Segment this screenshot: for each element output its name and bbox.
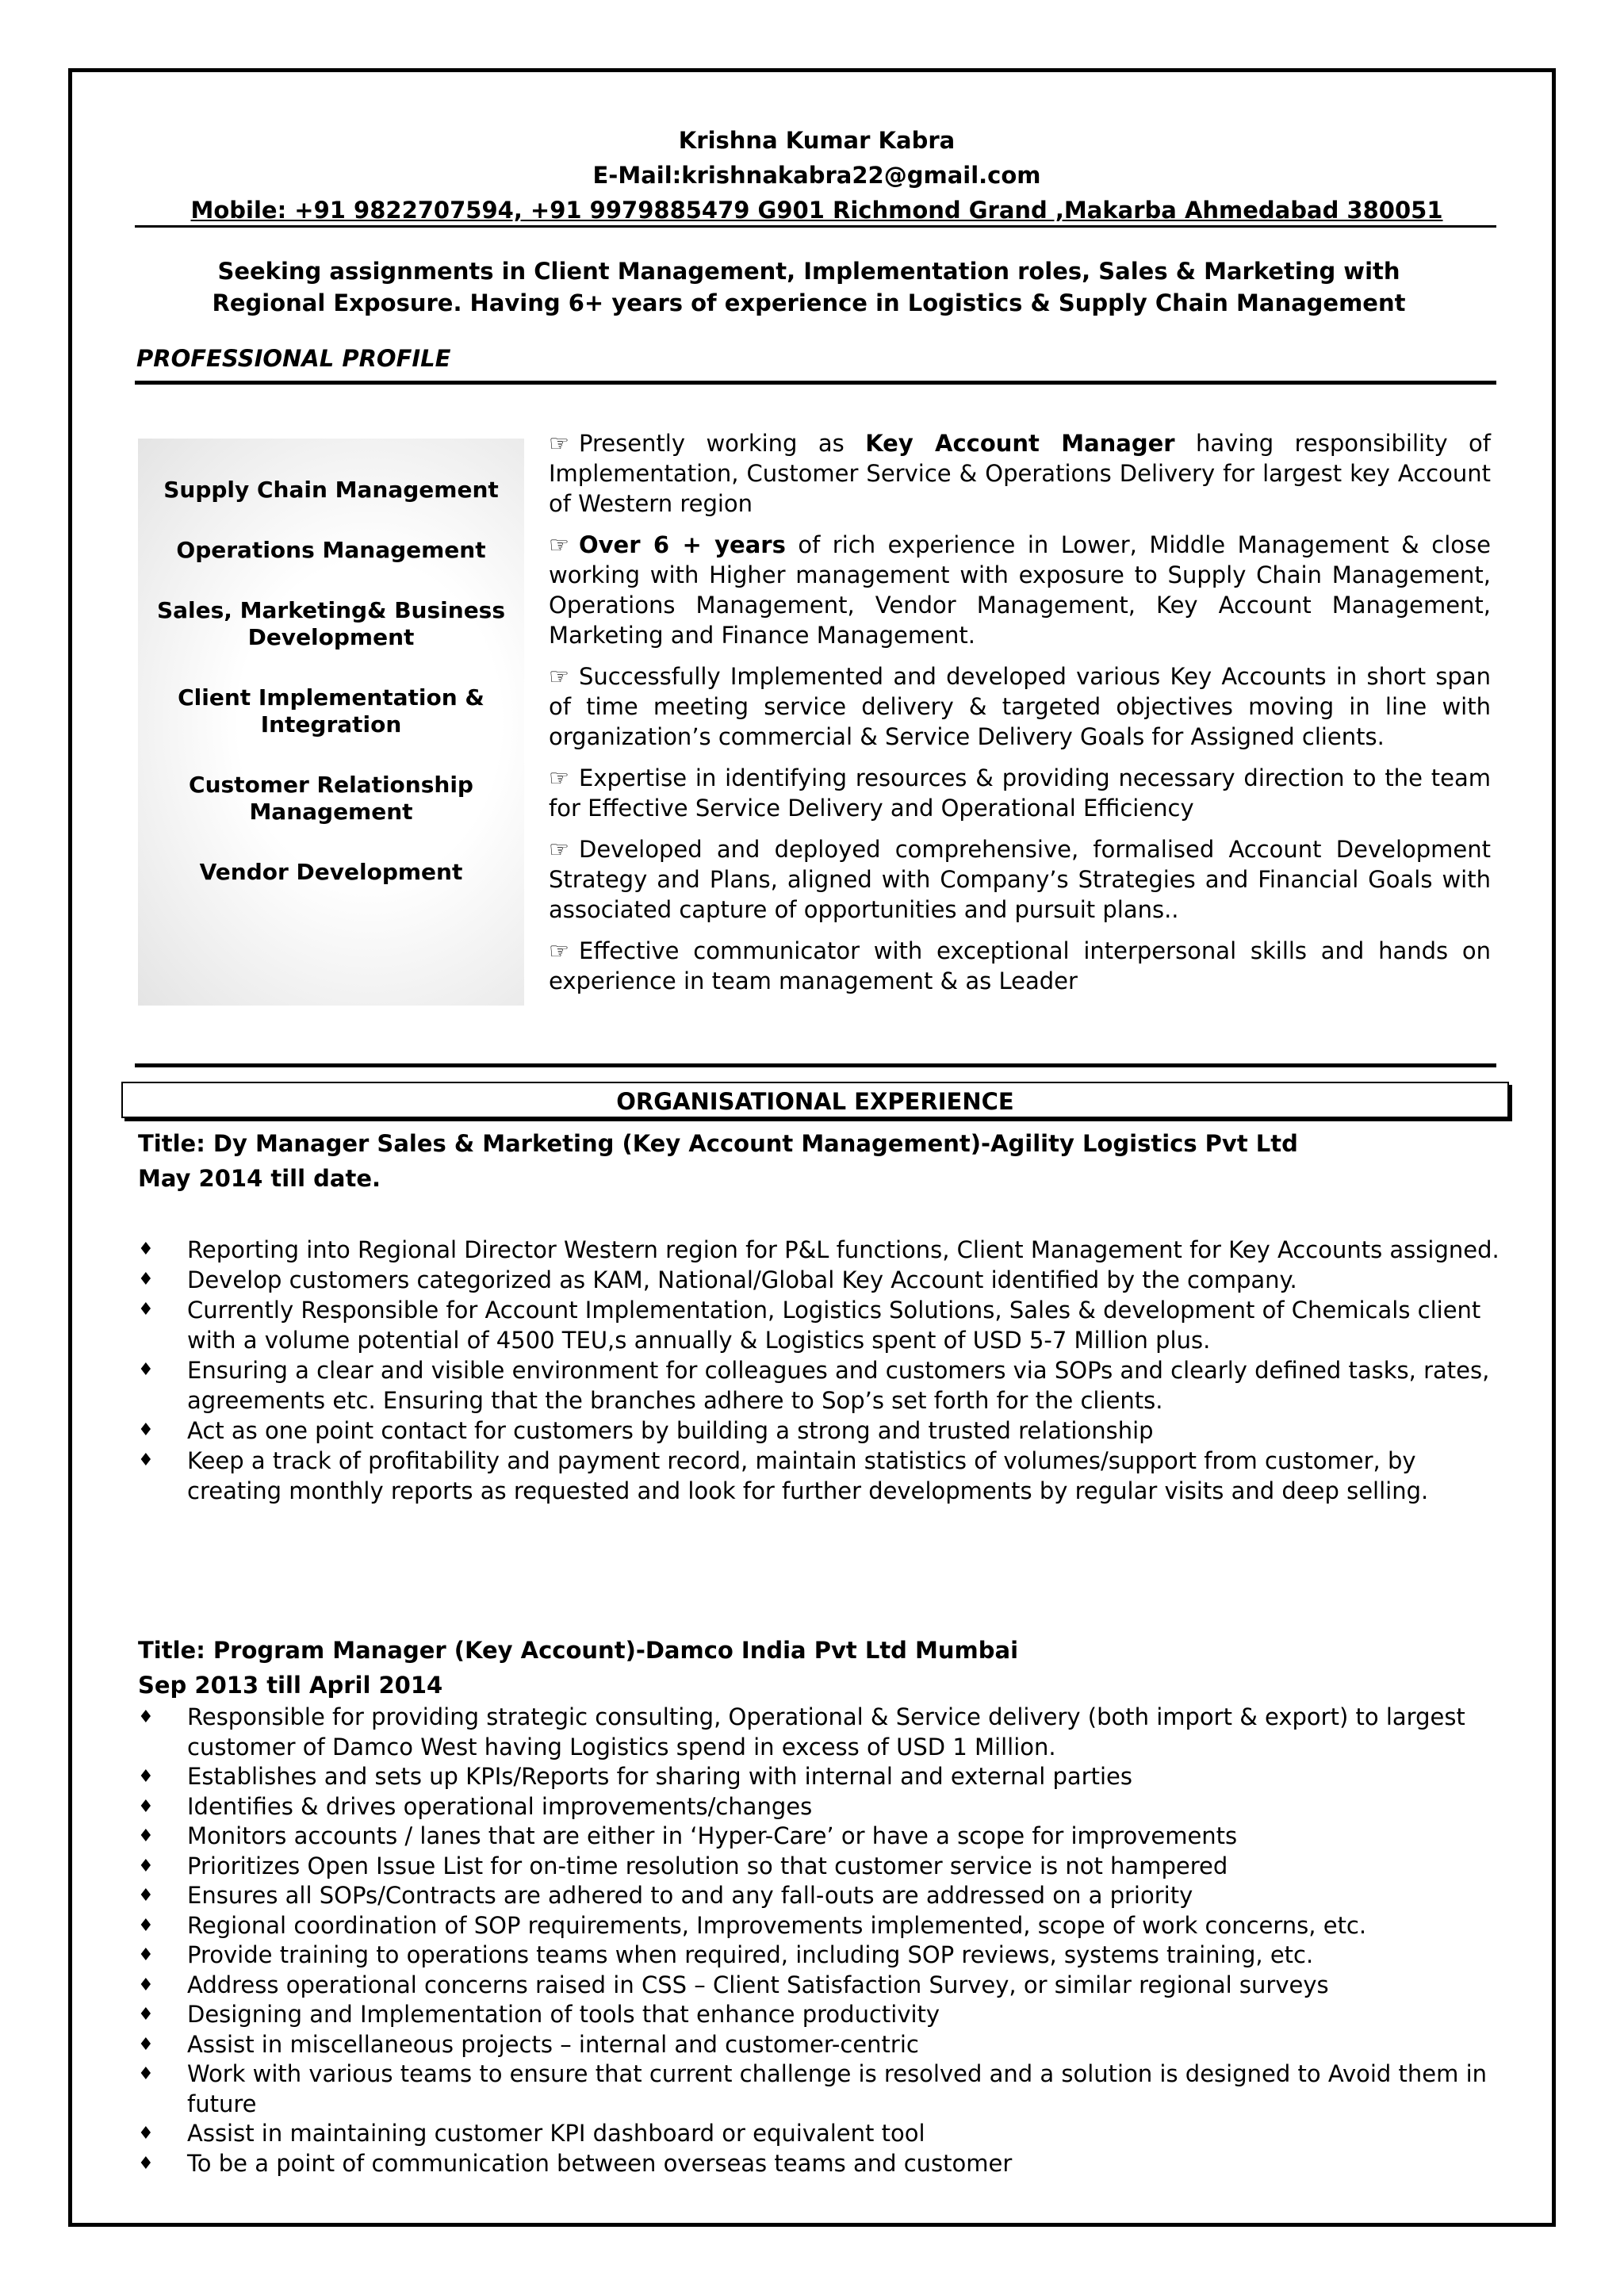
profile-bullet-item [549, 834, 1491, 925]
job-2-responsibilities [138, 1703, 1502, 2178]
job-2-title: Title: Program Manager (Key Account)-Damco India Pvt Ltd Mumbai [138, 1637, 1019, 1664]
job-1-period: May 2014 till date. [138, 1165, 381, 1192]
skill-item: Supply Chain Management [163, 477, 499, 503]
diamond-bullet-icon: ♦ [138, 2034, 154, 2055]
profile-text: Presently working as [579, 430, 866, 457]
list-item [138, 2119, 1502, 2149]
diamond-bullet-icon: ♦ [138, 1239, 154, 1259]
diamond-bullet-icon: ♦ [138, 1270, 154, 1289]
responsibility-text: Develop customers categorized as KAM, National/Global Key Account identified by the company. [187, 1266, 1297, 1293]
pointing-hand-icon: ☞ [549, 836, 569, 863]
diamond-bullet-icon: ♦ [138, 2124, 154, 2144]
responsibility-text: Ensuring a clear and visible environment for colleagues and customers via SOPs and clearly defined tasks, rates, agreements etc. Ensuring that the branches adhere to Sop’s set forth for the clients. [187, 1357, 1490, 1414]
profile-highlight: Over 6 + years [579, 531, 786, 558]
skills-panel [138, 439, 524, 1006]
experience-section-title: ORGANISATIONAL EXPERIENCE [121, 1082, 1509, 1118]
profile-bullet-item [549, 936, 1491, 996]
list-item [138, 2000, 1502, 2030]
profile-bullet-item [549, 428, 1491, 519]
objective-line-2: Regional Exposure. Having 6+ years of experience in Logistics & Supply Chain Management [212, 289, 1406, 316]
pointing-hand-icon: ☞ [549, 531, 569, 558]
responsibility-text: Regional coordination of SOP requirements, Improvements implemented, scope of work concerns, etc. [187, 1911, 1367, 1939]
diamond-bullet-icon: ♦ [138, 1856, 154, 1876]
pointing-hand-icon: ☞ [549, 430, 569, 457]
profile-bullet-item [549, 661, 1491, 752]
candidate-email: E-Mail:krishnakabra22@gmail.com [592, 162, 1041, 189]
list-item [138, 1911, 1502, 1941]
profile-summary-list [549, 428, 1491, 1007]
diamond-bullet-icon: ♦ [138, 2005, 154, 2025]
responsibility-text: Assist in maintaining customer KPI dashboard or equivalent tool [187, 2120, 925, 2147]
responsibility-text: Keep a track of profitability and payment record, maintain statistics of volumes/support from customer, by creating monthly reports as requested and look for further developments by regular visits and deep selling. [187, 1447, 1429, 1504]
header-divider [135, 225, 1496, 228]
diamond-bullet-icon: ♦ [138, 1767, 154, 1787]
list-item [138, 1881, 1502, 1911]
diamond-bullet-icon: ♦ [138, 2064, 154, 2084]
profile-text: Developed and deployed comprehensive, formalised Account Development Strategy and Plans, aligned with Company’s Strategies and Financial Goals with associated capture of opportunities and pursuit plans.. [549, 836, 1491, 923]
list-item [138, 1295, 1502, 1355]
diamond-bullet-icon: ♦ [138, 1796, 154, 1817]
profile-bullet-item [549, 763, 1491, 823]
profile-text: of rich experience in Lower, Middle Management & close working with Higher management with exposure to Supply Chain Management, Operations Management, Vendor Management, Key Account Management, Marketing and Finance Management. [549, 531, 1491, 649]
list-item [138, 2059, 1502, 2119]
pointing-hand-icon: ☞ [549, 764, 569, 791]
profile-text: Successfully Implemented and developed various Key Accounts in short span of time meeting service delivery & targeted objectives moving in line with organization’s commercial & Service Delivery Goals for Assigned clients. [549, 663, 1491, 750]
responsibility-text: Establishes and sets up KPIs/Reports for sharing with internal and external parties [187, 1763, 1132, 1790]
job-1-responsibilities [138, 1235, 1502, 1506]
profile-text: Effective communicator with exceptional interpersonal skills and hands on experience in team management & as Leader [549, 937, 1491, 994]
list-item [138, 1971, 1502, 2001]
list-item [138, 1235, 1502, 1265]
diamond-bullet-icon: ♦ [138, 1975, 154, 1995]
responsibility-text: Reporting into Regional Director Western region for P&L functions, Client Management for Key Accounts assigned. [187, 1236, 1500, 1263]
diamond-bullet-icon: ♦ [138, 2153, 154, 2174]
list-item [138, 1852, 1502, 1882]
responsibility-text: Prioritizes Open Issue List for on-time resolution so that customer service is not hampered [187, 1852, 1228, 1879]
profile-divider [135, 381, 1496, 385]
list-item [138, 1416, 1502, 1446]
responsibility-text: Act as one point contact for customers by building a strong and trusted relationship [187, 1417, 1154, 1444]
responsibility-text: To be a point of communication between overseas teams and customer [187, 2149, 1013, 2177]
responsibility-text: Assist in miscellaneous projects – internal and customer-centric [187, 2030, 919, 2058]
skill-item: Customer Relationship Management [189, 772, 473, 825]
diamond-bullet-icon: ♦ [138, 1360, 154, 1380]
responsibility-text: Work with various teams to ensure that current challenge is resolved and a solution is designed to Avoid them in future [187, 2060, 1488, 2117]
responsibility-text: Ensures all SOPs/Contracts are adhered to and any fall-outs are addressed on a priority [187, 1882, 1193, 1909]
list-item [138, 1762, 1502, 1792]
list-item [138, 1703, 1502, 1762]
list-item [138, 1265, 1502, 1295]
list-item [138, 1822, 1502, 1852]
diamond-bullet-icon: ♦ [138, 1300, 154, 1320]
responsibility-text: Designing and Implementation of tools that enhance productivity [187, 2001, 940, 2028]
responsibility-text: Monitors accounts / lanes that are either in ‘Hyper-Care’ or have a scope for improvements [187, 1822, 1238, 1849]
profile-bullet-item [549, 530, 1491, 650]
responsibility-text: Identifies & drives operational improvements/changes [187, 1792, 813, 1820]
objective-line-1: Seeking assignments in Client Management, Implementation roles, Sales & Marketing with [217, 258, 1400, 285]
profile-text: having responsibility of Implementation, Customer Service & Operations Delivery for largest key Account of Western region [549, 430, 1491, 517]
list-item [138, 1941, 1502, 1971]
list-item [138, 1792, 1502, 1822]
pointing-hand-icon: ☞ [549, 937, 569, 964]
diamond-bullet-icon: ♦ [138, 1707, 154, 1727]
responsibility-text: Provide training to operations teams when required, including SOP reviews, systems training, etc. [187, 1941, 1314, 1968]
pointing-hand-icon: ☞ [549, 663, 569, 690]
diamond-bullet-icon: ♦ [138, 1826, 154, 1846]
job-2-period: Sep 2013 till April 2014 [138, 1672, 443, 1699]
diamond-bullet-icon: ♦ [138, 1915, 154, 1936]
resume-header [135, 123, 1499, 228]
job-1-title: Title: Dy Manager Sales & Marketing (Key Account Management)-Agility Logistics Pvt Ltd [138, 1130, 1298, 1157]
list-item [138, 1355, 1502, 1416]
skill-item: Vendor Development [199, 859, 463, 885]
candidate-name: Krishna Kumar Kabra [678, 127, 956, 154]
diamond-bullet-icon: ♦ [138, 1886, 154, 1906]
diamond-bullet-icon: ♦ [138, 1945, 154, 1965]
skill-item: Sales, Marketing& Business Development [156, 597, 506, 650]
list-item [138, 1446, 1502, 1506]
candidate-contact: Mobile: +91 9822707594, +91 9979885479 G901 Richmond Grand ,Makarba Ahmedabad 380051 [190, 197, 1443, 224]
diamond-bullet-icon: ♦ [138, 1450, 154, 1470]
responsibility-text: Currently Responsible for Account Implementation, Logistics Solutions, Sales & development of Chemicals client with a volume potential of 4500 TEU,s annually & Logistics spent of USD 5-7 Million plus. [187, 1297, 1481, 1354]
experience-divider [135, 1063, 1496, 1067]
profile-section-title: PROFESSIONAL PROFILE [136, 345, 451, 372]
skill-item: Client Implementation & Integration [178, 684, 485, 738]
list-item [138, 2030, 1502, 2060]
career-objective [159, 255, 1459, 319]
profile-text: Expertise in identifying resources & providing necessary direction to the team for Effective Service Delivery and Operational Efficiency [549, 764, 1491, 822]
skill-item: Operations Management [176, 537, 486, 563]
responsibility-text: Responsible for providing strategic consulting, Operational & Service delivery (both import & export) to largest customer of Damco West having Logistics spend in excess of USD 1 Million. [187, 1703, 1465, 1761]
responsibility-text: Address operational concerns raised in CSS – Client Satisfaction Survey, or similar regional surveys [187, 1971, 1329, 1998]
diamond-bullet-icon: ♦ [138, 1420, 154, 1440]
list-item [138, 2149, 1502, 2179]
profile-highlight: Key Account Manager [865, 430, 1175, 457]
